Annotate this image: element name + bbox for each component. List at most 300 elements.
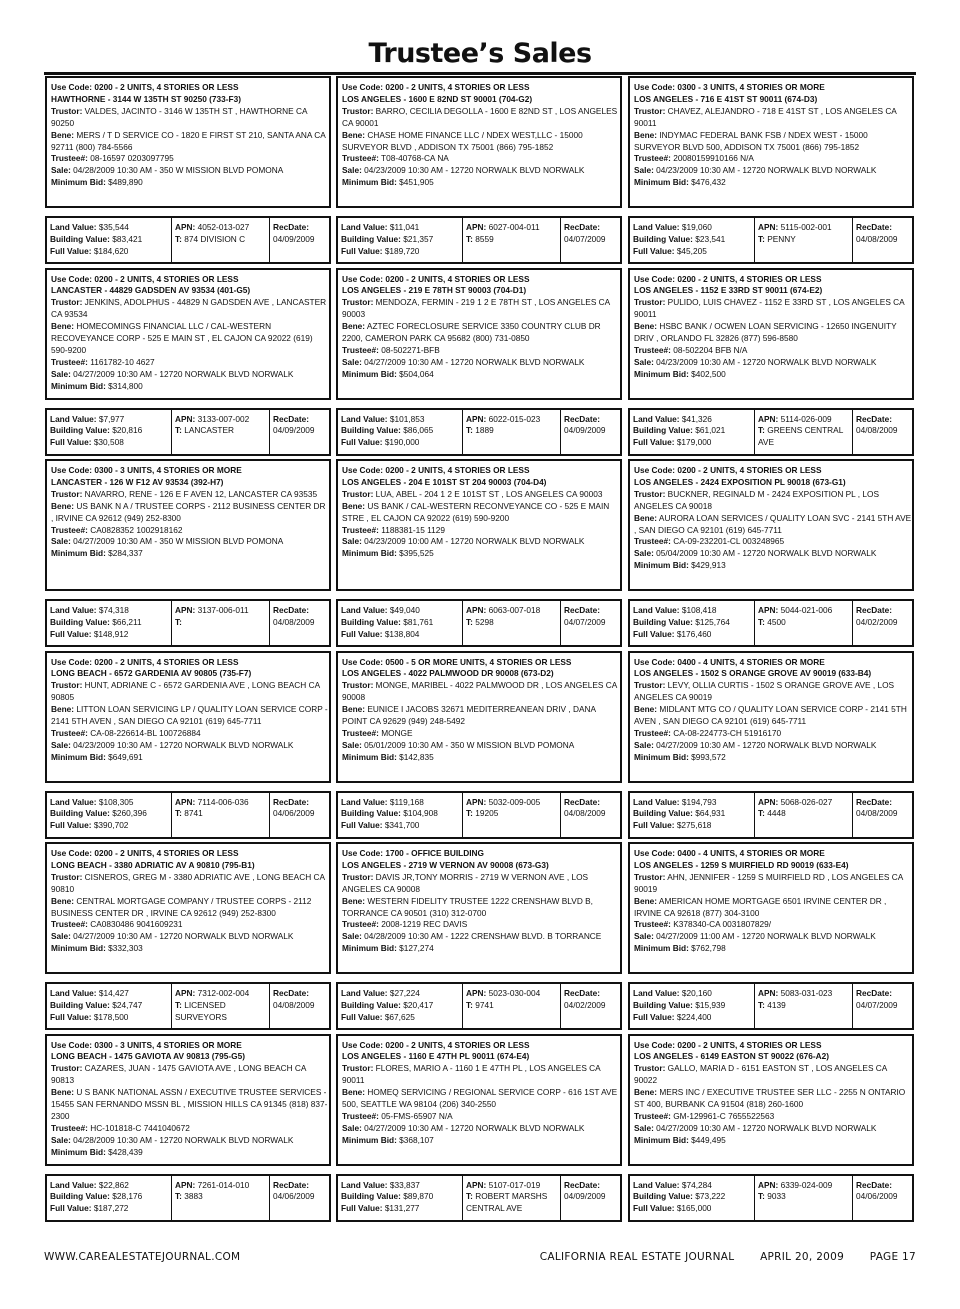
tract <box>466 234 560 246</box>
tract-label: T: <box>466 233 473 244</box>
trustor-value: HUNT, ADRIANE C - 6572 GARDENIA AVE , LONG BEACH CA 90805 <box>51 680 320 703</box>
apn-value: 5032-009-005 <box>488 796 541 807</box>
beneficiary-value: MERS INC / EXECUTIVE TRUSTEE SER LLC - 2255 N ONTARIO ST 400, BURBANK CA 91504 (818) 260-1600 <box>634 1087 906 1110</box>
valuation-row <box>45 791 331 839</box>
minimum-bid <box>634 560 912 572</box>
full-value-value: $45,205 <box>676 245 707 256</box>
land-value-label: Land Value: <box>341 413 388 424</box>
valuation-row <box>336 599 622 647</box>
trustor <box>342 489 620 501</box>
beneficiary-value: LITTON LOAN SERVICING LP / QUALITY LOAN SERVICE CORP - 2141 5TH AVEN , SAN DIEGO CA 92101 (619) 645-7711 <box>51 704 328 727</box>
trustee-number <box>342 1111 620 1123</box>
valuation-row <box>45 982 331 1030</box>
trustee-number <box>51 357 329 369</box>
page-title: Trustee’s Sales <box>368 38 592 69</box>
land-value <box>50 1180 171 1192</box>
apn-value: 5068-026-027 <box>780 796 833 807</box>
minimum-bid-value: $395,525 <box>399 548 434 559</box>
apn-label: APN: <box>175 796 196 807</box>
beneficiary-value: US BANK N A / TRUSTEE CORPS - 2112 BUSINESS CENTER DR , IRVINE CA 92612 (949) 252-8300 <box>51 500 326 523</box>
listing-details <box>336 268 622 400</box>
minimum-bid <box>51 381 329 393</box>
trustee-number-value: 2008-1219 REC DAVIS <box>381 919 468 930</box>
building-value-value: $20,816 <box>112 425 143 436</box>
trustor-value: MENDOZA, FERMIN - 219 1 2 E 78TH ST , LOS ANGELES CA 90003 <box>342 297 610 320</box>
full-value-value: $131,277 <box>384 1203 420 1214</box>
tract-value: 3883 <box>184 1191 203 1202</box>
minimum-bid-value: $314,800 <box>108 380 143 391</box>
recdate-value: 04/02/2009 <box>564 999 606 1010</box>
recdate-label: RecDate: <box>856 605 892 615</box>
tract-label: T: <box>758 616 765 627</box>
values-cell <box>338 984 463 1028</box>
apn-label: APN: <box>758 222 779 232</box>
recdate-value: 04/08/2009 <box>856 233 898 244</box>
minimum-bid-value: $504,064 <box>399 368 434 379</box>
sale-info-value: 04/27/2009 10:30 AM - 350 W MISSION BLVD POMONA <box>73 536 284 547</box>
tract-label: T: <box>466 425 473 436</box>
apn <box>175 1180 269 1192</box>
building-value <box>633 808 754 820</box>
beneficiary <box>51 130 329 154</box>
apn-label: APN: <box>758 796 779 807</box>
trustor-label: Trustor: <box>342 1063 374 1074</box>
listing-details <box>45 651 331 783</box>
minimum-bid <box>342 177 620 189</box>
land-value-label: Land Value: <box>633 796 680 807</box>
building-value-value: $81,761 <box>403 616 434 627</box>
trustee-number-value: 08-502271-BFB <box>381 344 440 355</box>
land-value-label: Land Value: <box>341 796 388 807</box>
property-location: LANCASTER - 126 W F12 AV 93534 (392-H7) <box>51 476 224 487</box>
recdate-cell <box>853 1176 912 1220</box>
beneficiary-label: Bene: <box>51 129 75 140</box>
full-value-label: Full Value: <box>633 1011 675 1022</box>
land-value-label: Land Value: <box>633 413 680 424</box>
land-value-label: Land Value: <box>633 1179 680 1190</box>
tract-label: T: <box>758 999 765 1010</box>
full-value-value: $148,912 <box>93 628 129 639</box>
tract <box>758 1000 852 1012</box>
recdate-value: 04/09/2009 <box>564 1191 606 1202</box>
recdate-label: RecDate: <box>564 988 600 998</box>
apn-cell <box>172 984 270 1028</box>
beneficiary-value: CENTRAL MORTGAGE COMPANY / TRUSTEE CORPS - 2112 BUSINESS CENTER DR , IRVINE CA 92612 (949) 252-8300 <box>51 895 312 918</box>
minimum-bid <box>51 943 329 955</box>
building-value-label: Building Value: <box>633 616 693 627</box>
trustor-label: Trustor: <box>342 297 374 308</box>
recdate-label: RecDate: <box>273 222 309 232</box>
listing-details <box>45 76 331 208</box>
listing-card <box>45 459 331 647</box>
tract-value: 1889 <box>475 425 494 436</box>
building-value-value: $260,396 <box>112 808 147 819</box>
minimum-bid-value: $428,439 <box>108 1146 143 1157</box>
building-value <box>633 425 754 437</box>
tract <box>758 617 852 629</box>
trustee-number-value: T08-40768-CA NA <box>381 153 449 164</box>
land-value-value: $33,837 <box>389 1179 420 1190</box>
apn-value: 7312-002-004 <box>197 988 250 998</box>
tract <box>175 1191 269 1203</box>
minimum-bid-value: $476,432 <box>691 177 726 188</box>
full-value <box>633 629 754 641</box>
building-value-label: Building Value: <box>341 808 401 819</box>
minimum-bid-label: Minimum Bid: <box>51 943 106 954</box>
listing-card <box>336 651 622 839</box>
land-value <box>50 988 171 1000</box>
minimum-bid <box>634 752 912 764</box>
recdate-value: 04/08/2009 <box>564 808 606 819</box>
land-value <box>341 797 462 809</box>
sale-info-value: 04/27/2009 10:30 AM - 12720 NORWALK BLVD NORWALK <box>364 356 585 367</box>
sale-info <box>634 548 912 560</box>
building-value-label: Building Value: <box>50 808 110 819</box>
listing-card <box>628 268 914 456</box>
trustee-number <box>342 345 620 357</box>
beneficiary <box>51 501 329 525</box>
full-value-label: Full Value: <box>633 245 675 256</box>
building-value <box>341 1191 462 1203</box>
trustee-number-value: 20080159910166 N/A <box>673 153 754 164</box>
sale-info-value: 04/23/2009 10:00 AM - 12720 NORWALK BLVD NORWALK <box>364 536 585 547</box>
property-location: LOS ANGELES - 2719 W VERNON AV 90008 (673-G3) <box>342 859 549 870</box>
building-value-label: Building Value: <box>341 616 401 627</box>
values-cell <box>630 410 755 454</box>
tract-label: T: <box>758 1191 765 1202</box>
sale-info-label: Sale: <box>342 165 362 176</box>
property-location: LANCASTER - 44829 GADSDEN AV 93534 (401-G5) <box>51 285 251 296</box>
trustor <box>342 297 620 321</box>
land-value-label: Land Value: <box>50 605 97 615</box>
minimum-bid <box>342 752 620 764</box>
valuation-row <box>336 408 622 456</box>
recdate-cell <box>561 984 620 1028</box>
sale-info-label: Sale: <box>51 165 71 176</box>
apn <box>175 605 269 617</box>
values-cell <box>47 218 172 262</box>
building-value <box>50 808 171 820</box>
trustor <box>51 106 329 130</box>
recdate-value: 04/02/2009 <box>856 616 898 627</box>
trustee-number-label: Trustee#: <box>51 153 88 164</box>
trustee-number-label: Trustee#: <box>634 153 671 164</box>
apn <box>466 1180 560 1192</box>
values-cell <box>338 793 463 837</box>
apn <box>758 1180 852 1192</box>
full-value <box>50 1203 171 1215</box>
beneficiary-label: Bene: <box>634 704 658 715</box>
values-cell <box>630 793 755 837</box>
sale-info-value: 04/23/2009 10:30 AM - 12720 NORWALK BLVD NORWALK <box>73 739 294 750</box>
trustee-number-value: CA-08-224773-CH 51916170 <box>673 727 782 738</box>
sale-info-value: 05/01/2009 10:30 AM - 350 W MISSION BLVD POMONA <box>364 739 575 750</box>
apn-label: APN: <box>466 605 487 615</box>
valuation-row <box>628 216 914 264</box>
land-value-value: $35,544 <box>98 222 129 232</box>
trustor-label: Trustor: <box>634 488 666 499</box>
building-value-value: $73,222 <box>695 1191 726 1202</box>
land-value-value: $74,284 <box>681 1179 712 1190</box>
land-value-value: $27,224 <box>389 988 420 998</box>
building-value-value: $20,417 <box>403 999 434 1010</box>
trustee-number <box>51 1123 329 1135</box>
values-cell <box>630 1176 755 1220</box>
beneficiary <box>634 130 912 154</box>
sale-info-label: Sale: <box>342 356 362 367</box>
minimum-bid-label: Minimum Bid: <box>634 1134 689 1145</box>
trustor-label: Trustor: <box>634 105 666 116</box>
trustee-number <box>634 728 912 740</box>
sale-info-value: 05/04/2009 10:30 AM - 12720 NORWALK BLVD NORWALK <box>656 548 877 559</box>
trustee-number-value: 08-502204 BFB N/A <box>673 344 748 355</box>
sale-info <box>634 1123 912 1135</box>
beneficiary-value: MERS / T D SERVICE CO - 1820 E FIRST ST 210, SANTA ANA CA 92711 (800) 784-5566 <box>51 129 326 152</box>
trustee-number <box>634 153 912 165</box>
beneficiary-label: Bene: <box>634 321 658 332</box>
apn-value: 5083-031-023 <box>780 988 833 998</box>
values-cell <box>47 793 172 837</box>
beneficiary-value: AMERICAN HOME MORTGAGE 6501 IRVINE CENTER DR , IRVINE CA 92618 (877) 304-3100 <box>634 895 887 918</box>
land-value-label: Land Value: <box>633 988 680 998</box>
building-value-value: $66,211 <box>112 616 142 627</box>
building-value-value: $15,939 <box>695 999 726 1010</box>
sale-info <box>342 536 620 548</box>
full-value-label: Full Value: <box>633 1203 675 1214</box>
beneficiary <box>342 321 620 345</box>
recdate-cell <box>561 410 620 454</box>
trustee-number-label: Trustee#: <box>634 536 671 547</box>
recdate-value: 04/09/2009 <box>273 425 315 436</box>
trustor-label: Trustor: <box>51 1063 83 1074</box>
beneficiary-label: Bene: <box>51 321 75 332</box>
land-value-label: Land Value: <box>50 222 97 232</box>
apn-cell <box>755 984 853 1028</box>
sale-info <box>634 740 912 752</box>
apn <box>466 797 560 809</box>
sale-info <box>51 931 329 943</box>
land-value-label: Land Value: <box>341 988 388 998</box>
beneficiary <box>342 501 620 525</box>
beneficiary-label: Bene: <box>634 895 658 906</box>
values-cell <box>338 1176 463 1220</box>
trustee-number-value: MONGE <box>381 727 413 738</box>
property-location: HAWTHORNE - 3144 W 135TH ST 90250 (733-F3) <box>51 93 241 104</box>
sale-info-value: 04/27/2009 10:30 AM - 12720 NORWALK BLVD NORWALK <box>656 1122 877 1133</box>
minimum-bid-label: Minimum Bid: <box>342 368 397 379</box>
apn-label: APN: <box>466 413 487 424</box>
trustee-number <box>342 525 620 537</box>
recdate-label: RecDate: <box>273 988 309 998</box>
trustor-label: Trustor: <box>51 680 83 691</box>
recdate-cell <box>270 410 329 454</box>
tract-value: 8559 <box>475 233 494 244</box>
land-value <box>633 1180 754 1192</box>
recdate-value: 04/07/2009 <box>856 999 898 1010</box>
sale-info <box>634 165 912 177</box>
building-value-label: Building Value: <box>50 425 110 436</box>
trustor <box>342 1063 620 1087</box>
trustor-value: CAZARES, JUAN - 1475 GAVIOTA AVE , LONG BEACH CA 90813 <box>51 1063 306 1086</box>
sale-info <box>342 931 620 943</box>
trustor-value: LUA, ABEL - 204 1 2 E 101ST ST , LOS ANGELES CA 90003 <box>375 488 603 499</box>
trustee-number-label: Trustee#: <box>634 1110 671 1121</box>
valuation-row <box>336 791 622 839</box>
tract-label: T: <box>175 808 182 819</box>
land-value-label: Land Value: <box>341 222 388 232</box>
trustor-label: Trustor: <box>634 297 666 308</box>
full-value <box>633 437 754 449</box>
minimum-bid-value: $368,107 <box>399 1134 434 1145</box>
trustee-number-value: K378340-CA 0031807829/ <box>673 919 772 930</box>
sale-info <box>342 740 620 752</box>
minimum-bid-label: Minimum Bid: <box>634 943 689 954</box>
apn-value: 5115-002-001 <box>780 222 832 232</box>
tract-label: T: <box>175 1191 182 1202</box>
apn-value: 6063-007-018 <box>488 605 541 615</box>
full-value-value: $187,272 <box>93 1203 129 1214</box>
apn <box>175 414 269 426</box>
trustee-number-label: Trustee#: <box>342 524 379 535</box>
trustee-number <box>634 919 912 931</box>
beneficiary-label: Bene: <box>342 895 366 906</box>
trustee-number-label: Trustee#: <box>634 344 671 355</box>
valuation-row <box>45 408 331 456</box>
building-value <box>633 234 754 246</box>
use-code: Use Code: 1700 - OFFICE BUILDING <box>342 848 484 858</box>
land-value-value: $74,318 <box>98 605 129 615</box>
apn <box>758 988 852 1000</box>
recdate-label: RecDate: <box>273 1179 309 1190</box>
trustee-number-value: HC-101818-C 7441040672 <box>90 1122 190 1133</box>
building-value-label: Building Value: <box>633 999 693 1010</box>
minimum-bid <box>51 548 329 560</box>
sale-info-value: 04/23/2009 10:30 AM - 12720 NORWALK BLVD NORWALK <box>364 165 585 176</box>
recdate-value: 04/08/2009 <box>856 808 898 819</box>
apn <box>175 222 269 234</box>
apn-value: 7114-006-036 <box>197 796 249 807</box>
land-value-value: $7,977 <box>98 413 125 424</box>
minimum-bid-value: $284,337 <box>108 548 143 559</box>
recdate-value: 04/08/2009 <box>273 999 315 1010</box>
trustor-value: NAVARRO, RENE - 126 E F AVEN 12, LANCASTER CA 93535 <box>84 488 318 499</box>
trustee-number-label: Trustee#: <box>51 356 88 367</box>
values-cell <box>47 984 172 1028</box>
land-value-label: Land Value: <box>50 796 97 807</box>
beneficiary <box>51 1087 329 1123</box>
recdate-cell <box>561 601 620 645</box>
values-cell <box>630 984 755 1028</box>
property-location: LOS ANGELES - 1152 E 33RD ST 90011 (674-E2) <box>634 285 823 296</box>
minimum-bid <box>634 943 912 955</box>
property-location: LOS ANGELES - 4022 PALMWOOD DR 90008 (673-D2) <box>342 668 554 679</box>
trustor-label: Trustor: <box>342 871 374 882</box>
recdate-label: RecDate: <box>564 796 600 807</box>
full-value <box>50 820 171 832</box>
trustee-number-value: CA-08-226614-BL 100726884 <box>90 727 201 738</box>
trustee-number-value: 05-FMS-65907 N/A <box>381 1110 453 1121</box>
listing-details <box>628 651 914 783</box>
footer-website[interactable]: WWW.CAREALESTATEJOURNAL.COM <box>44 1251 241 1263</box>
apn-cell <box>755 410 853 454</box>
minimum-bid-value: $762,798 <box>691 943 726 954</box>
tract <box>175 617 269 629</box>
building-value <box>341 617 462 629</box>
sale-info <box>51 369 329 381</box>
use-code: Use Code: 0200 - 2 UNITS, 4 STORIES OR LESS <box>342 82 530 92</box>
property-location: LOS ANGELES - 219 E 78TH ST 90003 (704-D1) <box>342 285 527 296</box>
use-code: Use Code: 0200 - 2 UNITS, 4 STORIES OR LESS <box>342 273 530 284</box>
full-value-label: Full Value: <box>50 1011 92 1022</box>
values-cell <box>338 601 463 645</box>
apn-label: APN: <box>175 605 196 615</box>
minimum-bid-value: $993,572 <box>691 751 726 762</box>
trustee-number-label: Trustee#: <box>342 919 379 930</box>
building-value <box>50 425 171 437</box>
trustee-number-label: Trustee#: <box>51 727 88 738</box>
use-code: Use Code: 0200 - 2 UNITS, 4 STORIES OR LESS <box>342 1039 530 1050</box>
beneficiary-value: US BANK / CAL-WESTERN RECONVEYANCE CO - 525 E MAIN STRE , EL CAJON CA 92022 (619) 590-9200 <box>342 500 610 523</box>
building-value <box>341 808 462 820</box>
sale-info-value: 04/28/2009 10:30 AM - 12720 NORWALK BLVD NORWALK <box>73 1134 294 1145</box>
trustor <box>634 106 912 130</box>
apn <box>758 797 852 809</box>
building-value-value: $83,421 <box>112 233 143 244</box>
trustor-label: Trustor: <box>51 488 83 499</box>
full-value <box>50 437 171 449</box>
full-value <box>50 629 171 641</box>
beneficiary-label: Bene: <box>51 895 75 906</box>
full-value-label: Full Value: <box>633 437 675 448</box>
trustee-number-label: Trustee#: <box>51 919 88 930</box>
listing-details <box>336 76 622 208</box>
trustor <box>342 106 620 130</box>
tract-value: 5298 <box>475 616 494 627</box>
minimum-bid-value: $142,835 <box>399 751 434 762</box>
full-value-value: $176,460 <box>676 628 712 639</box>
apn-label: APN: <box>175 222 196 232</box>
beneficiary-value: U S BANK NATIONAL ASSN / EXECUTIVE TRUSTEE SERVICES - 15455 SAN FERNANDO MSSN BL , MISSION HILLS CA 91345 (818) 837-2300 <box>51 1087 328 1121</box>
trustee-number-label: Trustee#: <box>342 153 379 164</box>
beneficiary <box>342 130 620 154</box>
tract <box>175 808 269 820</box>
full-value-value: $341,700 <box>384 820 420 831</box>
recdate-cell <box>853 984 912 1028</box>
trustee-number-value: GM-129961-C 7655522563 <box>673 1110 775 1121</box>
full-value <box>50 1012 171 1024</box>
listing-card <box>45 76 331 264</box>
property-location: LOS ANGELES - 1502 S ORANGE GROVE AV 90019 (633-B4) <box>634 668 872 679</box>
building-value-label: Building Value: <box>50 616 110 627</box>
land-value-value: $49,040 <box>389 605 420 615</box>
valuation-row <box>45 1174 331 1222</box>
apn-cell <box>463 601 561 645</box>
land-value <box>341 605 462 617</box>
tract-value: ROBERT MARSHS CENTRAL AVE <box>466 1191 548 1214</box>
apn-cell <box>172 793 270 837</box>
recdate-cell <box>270 793 329 837</box>
beneficiary-label: Bene: <box>51 1087 75 1098</box>
listing-card <box>628 651 914 839</box>
tract-value: 8741 <box>184 808 203 819</box>
trustor-label: Trustor: <box>342 488 374 499</box>
minimum-bid-label: Minimum Bid: <box>342 548 397 559</box>
land-value-label: Land Value: <box>341 1179 388 1190</box>
land-value <box>50 605 171 617</box>
sale-info <box>342 165 620 177</box>
land-value-value: $108,305 <box>98 796 134 807</box>
beneficiary <box>51 704 329 728</box>
